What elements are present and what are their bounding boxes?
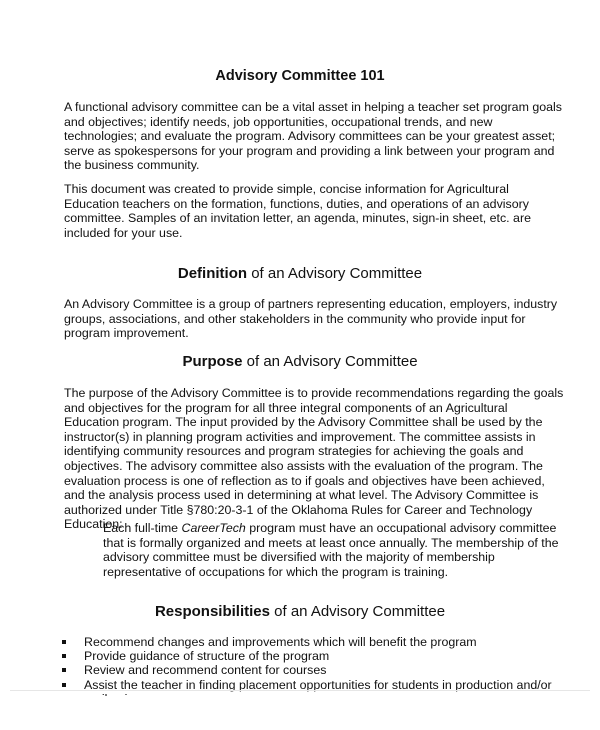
bullet-icon [62, 640, 66, 644]
responsibilities-heading-rest: of an Advisory Committee [269, 603, 446, 620]
list-item [62, 635, 562, 649]
quote-text-after: program must have an occupational advisory committee that is formally organized and meets at least once annually. The membership of the advisory committee must be diversified with the majority of membership representative of occupations for which the program is training. [103, 521, 559, 579]
purpose-paragraph: The purpose of the Advisory Committee is to provide recommendations regarding the goals and objectives for the program for all three integral components of an Agricultural Education program. The input provided by the Advisory Committee shall be used by the instructor(s) in planning program activities and improvement. The committee assists in identifying community resources and program strategies for achieving the goals and objectives. The advisory committee also assists with the evaluation of the program. The evaluation process is one of reflection as to if goals and objectives have been achieved, and the analysis process used in determining at what level. The Advisory Committee is authorized under Title §780:20-3-1 of the Oklahoma Rules for Career and Technology Education: [64, 386, 564, 532]
definition-paragraph: An Advisory Committee is a group of partners representing education, employers, industry groups, associations, and other stakeholders in the community who provide input for program improvement. [64, 297, 558, 341]
responsibilities-heading-bold: Responsibilities [154, 603, 270, 620]
quote-italic-term: CareerTech [181, 521, 246, 535]
list-item [62, 649, 562, 663]
page-crop-mask [62, 696, 600, 730]
purpose-heading-rest: of an Advisory Committee [242, 353, 418, 370]
definition-heading-bold: Definition [177, 265, 248, 282]
bullet-icon [62, 683, 66, 687]
bullet-icon [62, 668, 66, 672]
list-item-text: Assist the teacher in finding placement opportunities for students in production and/or [84, 677, 552, 692]
page-bottom-divider [10, 690, 590, 691]
definition-heading [0, 265, 600, 282]
document-title: Advisory Committee 101 [215, 68, 385, 84]
responsibilities-heading [0, 603, 600, 620]
purpose-heading-bold: Purpose [182, 353, 243, 370]
quote-text-before: Each full-time [103, 521, 182, 535]
list-item-text: Recommend changes and improvements which will benefit the program [84, 635, 477, 649]
list-item [62, 663, 562, 677]
intro-paragraph-1: A functional advisory committee can be a vital asset in helping a teacher set program goals and objectives; identify needs, job opportunities, occupational trends, and new technologies; and evaluate the program. Advisory committees can be your greatest asset; serve as spokespersons for your program and providing a link between your program and the business community. [64, 100, 562, 173]
rule-quote [103, 521, 563, 579]
intro-paragraph-2: This document was created to provide simple, concise information for Agricultural Education teachers on the formation, functions, duties, and operations of an advisory committee. Samples of an invitation letter, an agenda, minutes, sign-in sheet, etc. are included for your use. [64, 182, 531, 240]
purpose-heading [0, 353, 600, 370]
bullet-icon [62, 654, 66, 658]
definition-heading-rest: of an Advisory Committee [247, 265, 423, 282]
list-item-text: Provide guidance of structure of the program [84, 649, 330, 664]
list-item-text: Review and recommend content for courses [84, 663, 327, 678]
